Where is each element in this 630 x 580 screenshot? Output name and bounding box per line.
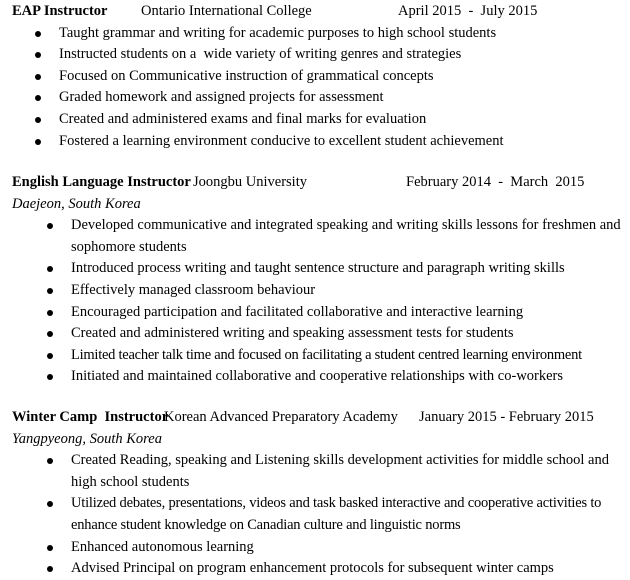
job-dates: January 2015 - February 2015 [419, 409, 594, 425]
duty-text: Focused on Communicative instruction of grammatical concepts [59, 67, 434, 84]
job-entry-eap-instructor [0, 1, 630, 152]
duty-text: Introduced process writing and taught sentence structure and paragraph writing skills [71, 260, 565, 277]
list-item [0, 345, 630, 367]
duty-text: Advised Principal on program enhancement protocols for subsequent winter camps [71, 560, 554, 577]
job-dates: February 2014 - March 2015 [406, 174, 585, 190]
list-item [0, 109, 630, 131]
duty-text: Created and administered writing and speaking assessment tests for students [71, 325, 514, 342]
list-item [0, 558, 630, 580]
job-title: EAP Instructor [12, 3, 108, 19]
bullet-dot [47, 223, 53, 229]
job-location: Daejeon, South Korea [12, 195, 141, 212]
bullet-dot [47, 501, 53, 507]
bullet-dot [35, 117, 41, 123]
job-dates: April 2015 - July 2015 [398, 3, 538, 19]
list-item [0, 537, 630, 559]
bullet-dot [47, 353, 53, 359]
list-item [0, 302, 630, 324]
job-header [0, 407, 630, 429]
list-item [0, 87, 630, 109]
duty-text: Developed communicative and integrated speaking and writing skills lessons for freshmen and sophomore students [71, 217, 621, 255]
list-item [0, 215, 630, 258]
job-location: Yangpyeong, South Korea [12, 430, 162, 447]
job-employer: Joongbu University [193, 174, 307, 190]
job-header [0, 172, 630, 194]
list-item [0, 44, 630, 66]
job-header [0, 1, 630, 23]
duty-text: Instructed students on a wide variety of writing genres and strategies [59, 46, 462, 63]
job-duties-list [0, 450, 630, 580]
bullet-dot [47, 310, 53, 316]
bullet-dot [47, 545, 53, 551]
duty-text: Created and administered exams and final marks for evaluation [59, 110, 427, 127]
duty-text: Limited teacher talk time and focused on facilitating a student centred learning environment [71, 346, 582, 363]
duty-text: Created Reading, speaking and Listening skills development activities for middle school and high school students [71, 452, 609, 490]
job-employer: Korean Advanced Preparatory Academy [164, 409, 398, 425]
list-item [0, 493, 630, 536]
job-title: Winter Camp Instructor [12, 409, 169, 425]
bullet-dot [47, 288, 53, 294]
bullet-dot [35, 31, 41, 37]
duty-text: Effectively managed classroom behaviour [71, 281, 316, 298]
bullet-dot [35, 139, 41, 145]
duty-text: Initiated and maintained collaborative and cooperative relationships with co-workers [71, 368, 564, 385]
job-entry-winter-camp-instructor [0, 407, 630, 580]
duty-text: Fostered a learning environment conducive to excellent student achievement [59, 132, 504, 149]
duty-text: Taught grammar and writing for academic purposes to high school students [59, 24, 497, 41]
list-item [0, 280, 630, 302]
list-item [0, 366, 630, 388]
job-duties-list [0, 23, 630, 153]
bullet-dot [47, 458, 53, 464]
duty-text: Encouraged participation and facilitated collaborative and interactive learning [71, 303, 524, 320]
duty-text: Graded homework and assigned projects for assessment [59, 89, 384, 106]
list-item [0, 323, 630, 345]
list-item [0, 23, 630, 45]
duty-text: Utilized debates, presentations, videos and task basked interactive and cooperative activities to enhance student knowledge on Canadian culture and linguistic norms [71, 495, 602, 533]
job-entry-english-language-instructor [0, 172, 630, 388]
bullet-dot [35, 52, 41, 58]
list-item [0, 450, 630, 493]
bullet-dot [47, 566, 53, 572]
job-duties-list [0, 215, 630, 388]
bullet-dot [47, 266, 53, 272]
job-employer: Ontario International College [141, 3, 312, 19]
bullet-dot [47, 331, 53, 337]
job-title: English Language Instructor [12, 174, 191, 190]
bullet-dot [47, 374, 53, 380]
duty-text: Enhanced autonomous learning [71, 538, 254, 555]
list-item [0, 258, 630, 280]
list-item [0, 131, 630, 153]
bullet-dot [35, 95, 41, 101]
list-item [0, 66, 630, 88]
bullet-dot [35, 74, 41, 80]
